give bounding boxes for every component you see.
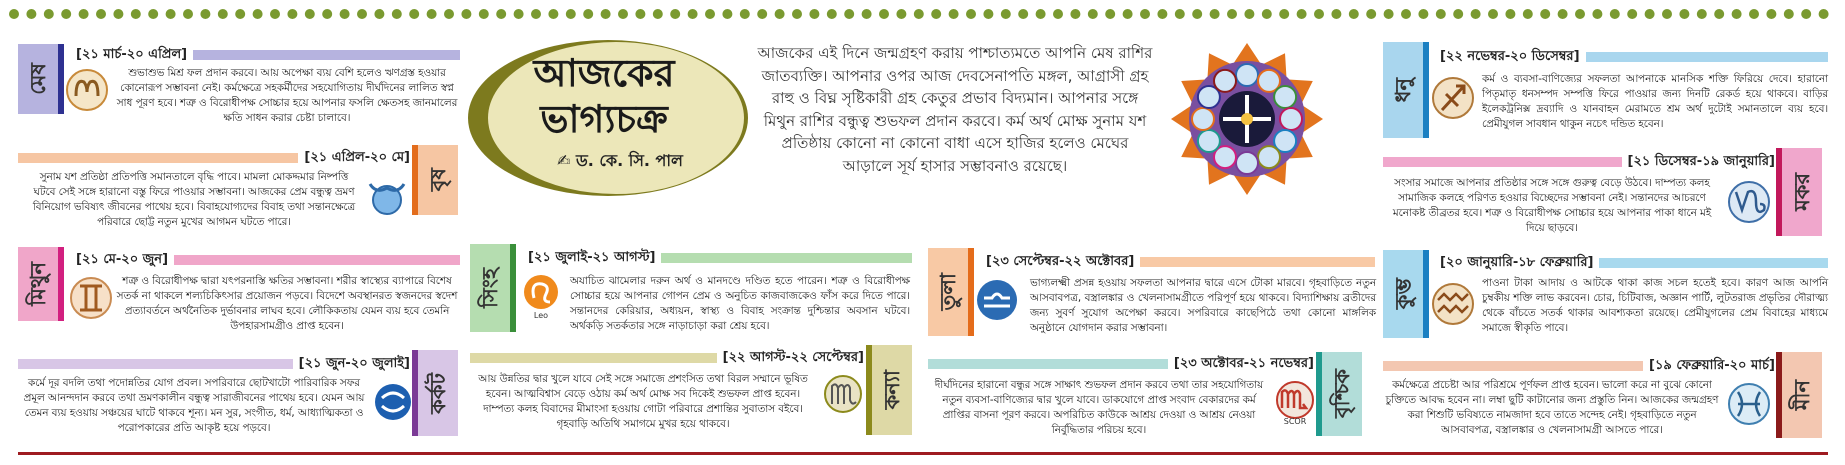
zodiac-wheel-icon [1170, 42, 1324, 196]
prediction-tula: ভাগ্যলক্ষ্মী প্রসন্ন হওয়ায় সফলতা আপনার দ্বারে এসে টোকা মারবে। গৃহবাড়িতে নতুন আসবাবপত্র, বস্ত্রালঙ্কার ও খেলনাসামগ্রীতে পরিপূর্ণ হয়ে থাকবে। বিদ্যাশিক্ষায় ব্রতীদের জন্য সুবর্ণ সুযোগ অপেক্ষা করবে। সপরিবারে কাছেপিঠে তথা কোনো মাঙ্গলিক অনুষ্ঠানে যোগদান করার সম্ভাবনা। [1030, 277, 1376, 334]
border-dot [61, 9, 71, 19]
cancer-icon [368, 380, 418, 428]
border-dot [914, 9, 924, 19]
border-dot [966, 9, 976, 19]
sign-tag-mesh [18, 44, 58, 114]
sign-name-tula: তুলা [935, 273, 960, 311]
border-dot [1697, 9, 1707, 19]
border-dot [1384, 9, 1394, 19]
border-dot [287, 9, 297, 19]
pen-icon: ✍ [557, 151, 576, 170]
border-dot [862, 9, 872, 19]
border-dot [1070, 9, 1080, 19]
border-dot [931, 9, 941, 19]
sign-tag-kumbha [1383, 250, 1423, 338]
border-dot [1227, 9, 1237, 19]
border-dot [427, 9, 437, 19]
border-dot [218, 9, 228, 19]
sign-tag-singha [470, 244, 510, 332]
color-bar-mesh [193, 50, 460, 60]
sign-tag-tula [928, 248, 968, 336]
border-dot [322, 9, 332, 19]
border-dot [1488, 9, 1498, 19]
date-range-kumbha: [২০ জানুয়ারি-১৮ ফেব্রুয়ারি] [1440, 255, 1594, 270]
sign-tag-meen [1782, 352, 1822, 438]
border-dot [79, 9, 89, 19]
wheel-sign-medallion [1280, 108, 1302, 130]
date-range-brish: [২১ এপ্রিল-২০ মে] [304, 150, 410, 165]
border-dot [844, 9, 854, 19]
date-range-karkat: [২১ জুন-২০ জুলাই] [298, 356, 410, 371]
border-dot [983, 9, 993, 19]
border-dot [340, 9, 350, 19]
border-dot [148, 9, 158, 19]
border-dot [1366, 9, 1376, 19]
sign-header-karkat [18, 356, 416, 372]
border-dot [1662, 9, 1672, 19]
border-dot [722, 9, 732, 19]
border-dot [566, 9, 576, 19]
border-dot [96, 9, 106, 19]
prediction-dhanu: কর্ম ও ব্যবসা-বাণিজ্যের সফলতা আপনাকে মানসিক শক্তি ফিরিয়ে দেবে। হারানো পিতৃমাতৃ ধনসম্পদ সম্পত্তি ফিরে পাওয়ার জন্য দিনটি রেকর্ড হয়ে থাকবে। বাড়ির ইলেকট্রনিক্স দ্রব্যাদি ও যানবাহন মেরামতে শ্রম অর্থ দুটোই সমানতালে ব্যয় হবে। প্রেমীযুগল সাবধান থাকুন নচেৎ দন্ডিত হবেন। [1482, 73, 1828, 130]
border-dot [374, 9, 384, 19]
border-dot [827, 9, 837, 19]
sign-tag-karkat [418, 350, 458, 436]
sign-header-dhanu [1434, 49, 1828, 65]
border-dot [270, 9, 280, 19]
prediction-karkat: কর্মে দূর বদলি তথা পদোন্নতির যোগ প্রবল। সপরিবারে ছোটখাটো পারিবারিক সফর প্রমূল আনন্দদান করবে তথা ভ্রমণকালীন বন্ধুত্ব সারাজীবনের পাথেয় হবে। যেমন আয় তেমন ব্যয় হওয়ায় সঞ্চয়ের ঘাটে থাকবে শূন্য। মন সুর, সংগীত, ধর্ম, আধ্যাত্মিকতা ও পরোপকারের প্রতি আকৃষ্ট হয়ে পড়বে। [23, 377, 365, 434]
border-dot [1105, 9, 1115, 19]
border-dot [548, 9, 558, 19]
border-dot [44, 9, 54, 19]
border-dot [1262, 9, 1272, 19]
border-dot [775, 9, 785, 19]
border-dot [1018, 9, 1028, 19]
border-dot [1471, 9, 1481, 19]
border-dot [1001, 9, 1011, 19]
border-dot [1157, 9, 1167, 19]
wheel-sign-medallion [1258, 146, 1280, 168]
sign-name-brishchik: বৃশ্চিক [1329, 369, 1354, 419]
color-bar-brish [18, 153, 298, 163]
sagittarius-icon [1428, 74, 1478, 122]
sign-header-brish [18, 150, 416, 166]
border-dot [1436, 9, 1446, 19]
sign-header-makar [1383, 154, 1781, 170]
sign-name-meen: মীন [1789, 379, 1814, 411]
prediction-makar: সংসার সমাজে আপনার প্রতিষ্ঠার সঙ্গে সঙ্গে গুরুত্ব বেড়ে উঠবে। দাম্পত্য কলহ সামাজিক কলহে পরিণত হওয়ার বিচ্ছেদের সম্ভাবনা নেই। সন্তানদের আচরণে মনোকষ্ট তীব্রতর হবে। শত্রু ও বিরোধীপক্ষ সোচ্চার হয়ে আপনার পাকা ধানে মই দিয়ে ছাড়বে। [1392, 177, 1712, 234]
border-dot [1349, 9, 1359, 19]
libra-icon [972, 276, 1022, 324]
border-dot [1140, 9, 1150, 19]
border-dot [1505, 9, 1515, 19]
sign-tag-makar [1782, 148, 1822, 236]
border-dot [357, 9, 367, 19]
border-dot [409, 9, 419, 19]
border-dot [1575, 9, 1585, 19]
date-range-tula: [২৩ সেপ্টেম্বর-২২ অক্টোবর] [986, 254, 1135, 269]
aquarius-icon [1428, 280, 1478, 328]
border-dot [1645, 9, 1655, 19]
title-line-1: আজকের [533, 50, 675, 95]
border-dot [670, 9, 680, 19]
border-dot [688, 9, 698, 19]
border-dot [1210, 9, 1220, 19]
author-name: ড. কে. সি. পাল [576, 151, 683, 170]
bottom-divider [18, 452, 1828, 455]
prediction-brishchik: দীর্ঘদিনের হারানো বন্ধুর সঙ্গে সাক্ষাৎ শুভফল প্রদান করবে তথা তার সহযোগিতায় নতুন ব্যবসা-বাণিজ্যের দ্বার খুলে যাবে। ডাকযোগে প্রাপ্ত সংবাদ বেকারদের কর্ম প্রাপ্তির বাসনা পূরণ করবে। অপরিচিত কাউকে আশ্রয় দেওয়া ও আশ্রয় নেওয়া নির্বুদ্ধিতার পরিচয় হবে। [934, 379, 1264, 436]
date-range-meen: [১৯ ফেব্রুয়ারি-২০ মার্চ] [1649, 358, 1775, 373]
leo-icon [516, 272, 566, 320]
border-dot [1331, 9, 1341, 19]
sign-name-mesh: মেষ [25, 63, 50, 95]
border-dot [496, 9, 506, 19]
border-dot [1766, 9, 1776, 19]
wheel-sign-medallion [1192, 108, 1214, 130]
border-dot [601, 9, 611, 19]
wheel-sign-medallion [1274, 86, 1296, 108]
border-dot [1192, 9, 1202, 19]
prediction-singha: অযাচিত ঝামেলার দরুন অর্থ ও মানদণ্ডে দণ্ডিত হতে পারেন। শত্রু ও বিরোধীপক্ষ সোচ্চার হয়ে আপনার গোপন প্রেম ও অনুচিত কাজবাজকেও ফাঁস করে দিতে পারে। সন্তানদের কেরিয়ার, অধ্যয়ন, স্বাস্থ্য ও বিবাহ সংক্রান্ত দুশ্চিন্তার অবসান ঘটবে। অর্থকড়ি সতর্কতার সঙ্গে নাড়াচাড়া করা শ্রেয় হবে। [570, 275, 910, 332]
prediction-meen: কর্মক্ষেত্রে প্রচেষ্টা আর পরিশ্রমে পূর্ণফল প্রাপ্ত হবেন। ভালো করে না বুঝে কোনো চুক্তিতে আবদ্ধ হবেন না। লম্বা ছুটি কাটানোর জন্য প্রস্তুতি নিন। আজকের জন্মগ্রহণ করা শিশুটি ভবিষ্যতে নামজাদা হবে তাতে সন্দেহ নেই। গৃহবাড়িতে নতুন আসবাবপত্র, বস্ত্রালঙ্কার ও খেলনাসামগ্রী আসতে পারে। [1385, 379, 1719, 436]
border-dot [949, 9, 959, 19]
virgo-icon [818, 372, 868, 420]
sign-tag-brish [418, 145, 458, 215]
border-dot [200, 9, 210, 19]
prediction-kanya: আয় উন্নতির দ্বার খুলে যাবে সেই সঙ্গে সমাজে প্রশংসিত তথা বিরল সম্মানে ভূষিত হবেন। আত্মবিশ্বাস বেড়ে ওঠায় কর্ম অর্থ মোক্ষ সব দিকেই শুভফল প্রাপ্ত হবেন। দাম্পত্য কলহ বিবাদের মীমাংসা হওয়ায় গোটা পরিবারে প্রশান্তির সুবাতাস বইবে। গৃহবাড়ি অতিথি সমাগমে মুখর হয়ে থাকবে। [478, 373, 808, 430]
border-dot [618, 9, 628, 19]
sign-name-singha: সিংহ [477, 268, 502, 308]
sign-header-singha [522, 250, 912, 266]
border-dot [1036, 9, 1046, 19]
border-dot [1558, 9, 1568, 19]
capricorn-icon [1724, 178, 1774, 226]
border-dot [583, 9, 593, 19]
prediction-kumbha: পাওনা টাকা আদায় ও আটকে থাকা কাজ সচল হতেই হবে। কারণ আজ আপনি চুম্বকীয় শক্তি লাভ করবেন। চোর, চিটিবাজ, অজ্ঞান পার্টি, লুটতরাজ প্রভৃতির দৌরাত্ম্য থেকে বাঁচতে সতর্ক থাকার আবশ্যকতা রয়েছে। প্রেমীযুগলের প্রেম বিবাহের মাধ্যমে সমাজে স্বীকৃতি পাবে। [1482, 277, 1828, 334]
border-dot [1401, 9, 1411, 19]
border-dot [1714, 9, 1724, 19]
color-bar-kumbha [1599, 258, 1828, 268]
sign-header-kanya [470, 350, 870, 366]
border-dot [514, 9, 524, 19]
date-range-dhanu: [২২ নভেম্বর-২০ ডিসেম্বর] [1440, 49, 1580, 64]
sign-header-tula [980, 254, 1375, 270]
color-bar-meen [1383, 361, 1643, 371]
pisces-icon [1724, 380, 1774, 428]
border-dot [183, 9, 193, 19]
sign-name-mithun: মিথুন [25, 262, 50, 306]
sign-name-kanya: কন্যা [879, 370, 904, 410]
prediction-mithun: শত্রু ও বিরোধীপক্ষ দ্বারা যৎপরনাস্তি ক্ষতির সম্ভাবনা। শরীর স্বাস্থ্যের ব্যাপারে বিশেষ সতর্ক না থাকলে শল্যচিকিৎসার প্রয়োজন পড়বে। বিদেশে অবস্থানরত স্বজনদের স্বদেশ প্রত্যাবর্তনে অর্থনৈতিক দুর্ভাবনার লাঘব হবে। লৌকিকতায় যেমন ব্যয় হবে তেমনি উপহারসামগ্রীও প্রাপ্ত হবেন। [116, 275, 458, 332]
border-dot [131, 9, 141, 19]
sign-header-brishchik [928, 356, 1320, 372]
border-dot [1819, 9, 1829, 19]
wheel-sign-medallion [1198, 130, 1220, 152]
border-dot [1453, 9, 1463, 19]
birthday-intro-text: আজকের এই দিনে জন্মগ্রহণ করায় পাশ্চাত্যমতে আপনি মেষ রাশির জাতব্যক্তি। আপনার ওপর আজ দেবসেনাপতি মঙ্গল, আগ্রাসী গ্রহ রাহু ও বিঘ্ন সৃষ্টিকারী গ্রহ কেতুর প্রভাব বিদ্যমান। আপনার সঙ্গে মিথুন রাশির বন্ধুত্ব শুভফল প্রদান করবে। কর্ম অর্থ মোক্ষ সুনাম যশ প্রতিষ্ঠায় কোনো না কোনো বাধা এসে হাজির হলেও মেঘের আড়ালে সূর্য হাসার সম্ভাবনাও রয়েছে। [757, 44, 1153, 175]
border-dot [1314, 9, 1324, 19]
border-dot [479, 9, 489, 19]
border-dot [757, 9, 767, 19]
border-dot [1175, 9, 1185, 19]
border-dot [1784, 9, 1794, 19]
border-dot [896, 9, 906, 19]
border-dot [1279, 9, 1289, 19]
color-bar-mithun [174, 255, 460, 265]
border-dot [531, 9, 541, 19]
leo-glyph-label: Leo [533, 311, 549, 320]
color-bar-makar [1383, 157, 1622, 167]
scorpio-glyph-label: SCOR [1283, 417, 1307, 426]
border-dot [1540, 9, 1550, 19]
date-range-singha: [২১ জুলাই-২১ আগস্ট] [528, 250, 656, 265]
prediction-brish: সুনাম যশ প্রতিষ্ঠা প্রতিপত্তি সমানতালে বৃদ্ধি পাবে। মামলা মোকদ্দমার নিষ্পত্তি ঘটবে সেই সঙ্গে হারানো বস্তু ফিরে পাওয়ার সম্ভাবনা। আজকের প্রেম বন্ধুত্ব ভ্রমণ বিনিয়োগ ভবিষ্যৎ জীবনের পাথেয় হবে। বিবাহযোগ্যদের বিবাহ তথা সন্তানক্ষেত্রে পরিবারে ছোট্ট নতুন মুখের আগমন ঘটতে পারে। [32, 171, 356, 228]
gemini-icon [66, 274, 116, 322]
scorpio-icon [1270, 378, 1320, 426]
border-dot [1123, 9, 1133, 19]
dotted-border-top [8, 7, 1838, 21]
prediction-mesh: শুভাশুভ মিশ্র ফল প্রদান করবে। আয় অপেক্ষা ব্যয় বেশি হলেও ঋণগ্রস্ত হওয়ার কোনোরূপ সম্ভাবনা নেই। কর্মক্ষেত্রে সহকর্মীদের সহযোগিতায় দীর্ঘদিনের লালিত স্বপ্ন সাধ পূরণ হবে। শত্রু ও বিরোধীপক্ষ সোচ্চার হয়ে আপনার ফসলি ক্ষেতসহ জানমালের ক্ষতি সাধন করার চেষ্টা চালাবে। [116, 67, 458, 124]
sign-name-brish: বৃষ [425, 168, 450, 192]
title-line-2: ভাগ্যচক্র [540, 96, 668, 141]
wheel-sign-medallion [1214, 70, 1236, 92]
border-dot [1732, 9, 1742, 19]
date-range-mesh: [২১ মার্চ-২০ এপ্রিল] [76, 47, 188, 62]
border-dot [392, 9, 402, 19]
border-dot [1523, 9, 1533, 19]
sign-tag-kanya [872, 345, 912, 435]
date-range-kanya: [২২ আগস্ট-২২ সেপ্টেম্বর] [722, 350, 864, 365]
sign-header-mithun [70, 252, 460, 268]
sign-name-makar: মকর [1789, 173, 1814, 211]
color-bar-kanya [470, 353, 717, 363]
sign-name-karkat: কর্কট [425, 372, 450, 414]
border-dot [305, 9, 315, 19]
border-dot [653, 9, 663, 19]
border-dot [1418, 9, 1428, 19]
date-range-brishchik: [২৩ অক্টোবর-২১ নভেম্বর] [1173, 356, 1314, 371]
border-dot [9, 9, 19, 19]
wheel-center [1241, 113, 1253, 125]
border-dot [705, 9, 715, 19]
sign-header-meen [1383, 358, 1781, 374]
sign-name-dhanu: ধনু [1390, 77, 1415, 103]
border-dot [809, 9, 819, 19]
color-bar-tula [1140, 257, 1375, 267]
border-dot [1297, 9, 1307, 19]
sign-header-mesh [70, 47, 460, 63]
border-dot [1088, 9, 1098, 19]
wheel-sign-medallion [1236, 152, 1258, 174]
border-dot [1801, 9, 1811, 19]
border-dot [166, 9, 176, 19]
border-dot [740, 9, 750, 19]
border-dot [635, 9, 645, 19]
taurus-icon [362, 172, 412, 220]
border-dot [879, 9, 889, 19]
date-range-makar: [২১ ডিসেম্বর-১৯ জানুয়ারি] [1627, 154, 1775, 169]
border-dot [461, 9, 471, 19]
border-dot [1053, 9, 1063, 19]
page-title [488, 50, 720, 142]
wheel-sign-medallion [1236, 64, 1258, 86]
color-bar-brishchik [928, 359, 1168, 369]
color-bar-dhanu [1586, 52, 1828, 62]
color-bar-singha [661, 253, 912, 263]
sign-header-kumbha [1434, 255, 1828, 271]
border-dot [1749, 9, 1759, 19]
border-dot [1610, 9, 1620, 19]
color-bar-karkat [18, 359, 293, 369]
border-dot [26, 9, 36, 19]
aries-icon [62, 66, 112, 114]
border-dot [1679, 9, 1689, 19]
sign-tag-mithun [18, 247, 58, 321]
border-dot [792, 9, 802, 19]
border-dot [444, 9, 454, 19]
border-dot [235, 9, 245, 19]
sign-tag-dhanu [1383, 42, 1423, 138]
border-dot [1592, 9, 1602, 19]
border-dot [253, 9, 263, 19]
sign-tag-brishchik [1322, 352, 1362, 436]
border-dot [1627, 9, 1637, 19]
author-byline [520, 148, 720, 175]
border-dot [1244, 9, 1254, 19]
date-range-mithun: [২১ মে-২০ জুন] [76, 252, 169, 267]
sign-name-kumbha: কুম্ভ [1390, 278, 1415, 310]
border-dot [113, 9, 123, 19]
